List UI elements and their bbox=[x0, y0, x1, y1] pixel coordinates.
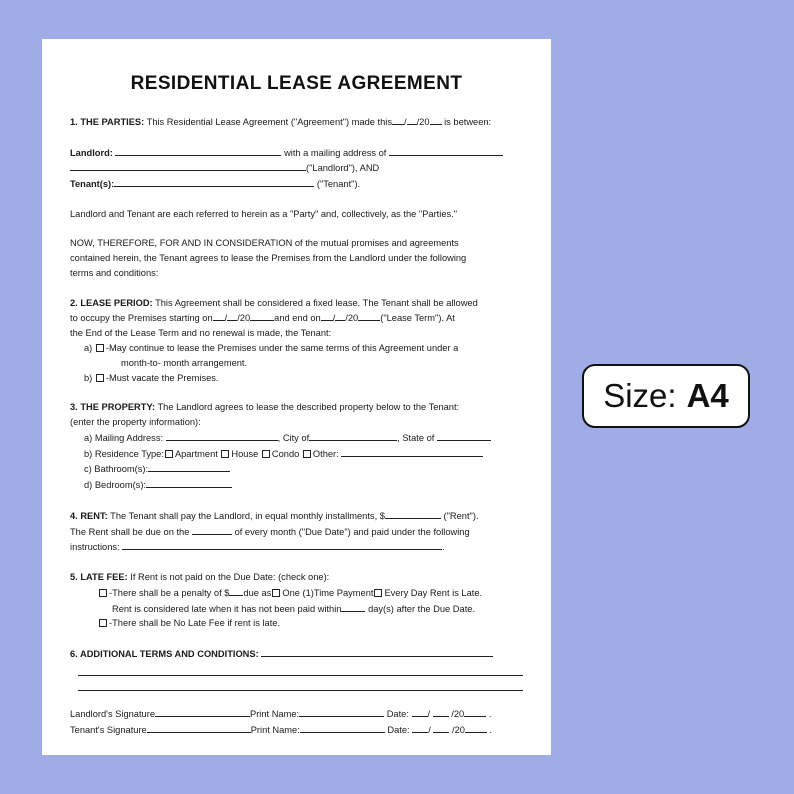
residence-type-label: b) Residence Type: bbox=[84, 448, 164, 459]
instructions-label: instructions: bbox=[70, 542, 120, 553]
parties-heading: 1. THE PARTIES: bbox=[70, 117, 145, 127]
mailing-address-blank[interactable] bbox=[166, 430, 278, 441]
rent-label: ("Rent"). bbox=[443, 510, 479, 521]
start-year-blank[interactable] bbox=[250, 310, 274, 321]
due-as-text: due as bbox=[243, 587, 272, 598]
every-day-checkbox[interactable] bbox=[374, 589, 382, 597]
landlord-signature-blank[interactable] bbox=[155, 706, 250, 717]
other-label: Other: bbox=[312, 448, 339, 459]
lease-period-text: This Agreement shall be considered a fixed lease. The Tenant shall be allowed bbox=[155, 297, 478, 308]
late-definition-text: Rent is considered late when it has not been paid within bbox=[112, 603, 342, 614]
lease-period-line-1 bbox=[70, 296, 523, 311]
landlord-address-blank-2[interactable] bbox=[70, 160, 306, 171]
end-slash: / bbox=[332, 313, 336, 324]
additional-terms-rule-1[interactable] bbox=[78, 662, 523, 677]
option-a-checkbox[interactable] bbox=[96, 344, 104, 352]
bedrooms-blank[interactable] bbox=[146, 477, 232, 488]
party-definition: Landlord and Tenant are each referred to herein as a "Party" and, collectively, as the "Parties." bbox=[70, 208, 458, 219]
rent-line-1 bbox=[70, 508, 523, 524]
lease-period-heading: 2. LEASE PERIOD: bbox=[70, 297, 153, 308]
tenant-print-name-label: Print Name: bbox=[250, 724, 300, 735]
bedrooms-label: d) Bedroom(s): bbox=[84, 480, 146, 491]
landlord-line bbox=[70, 145, 523, 161]
parties-intro-end: is between: bbox=[444, 117, 492, 127]
landlord-date-slash: / bbox=[427, 709, 431, 720]
lease-option-a bbox=[70, 341, 523, 356]
consideration-line-2: contained herein, the Tenant agrees to lease the Premises from the Landlord under the following bbox=[70, 253, 467, 264]
tenant-signature-label: Tenant's Signature bbox=[70, 724, 147, 735]
tenant-date-month[interactable] bbox=[433, 722, 449, 733]
tenant-label: Tenant(s): bbox=[70, 179, 115, 190]
landlord-address-blank[interactable] bbox=[389, 145, 503, 156]
due-day-blank[interactable] bbox=[192, 524, 232, 535]
house-checkbox[interactable] bbox=[221, 450, 229, 458]
size-badge-label: Size: bbox=[603, 377, 677, 414]
late-fee-line-1 bbox=[70, 570, 523, 585]
bathrooms-blank[interactable] bbox=[148, 461, 230, 472]
option-a-text: -May continue to lease the Premises under the same terms of this Agreement under a bbox=[105, 342, 459, 353]
landlord-date-year[interactable] bbox=[464, 706, 486, 717]
residence-type-row bbox=[70, 446, 523, 462]
one-time-checkbox[interactable] bbox=[272, 589, 280, 597]
property-text: The Landlord agrees to lease the described property below to the Tenant: bbox=[157, 402, 460, 413]
rent-due-text-2: of every month ("Due Date") and paid under the following bbox=[234, 526, 470, 537]
lease-option-a-cont: month-to- month arrangement. bbox=[121, 357, 248, 368]
tenant-line bbox=[70, 176, 523, 192]
late-fee-option-1 bbox=[70, 585, 523, 601]
late-definition-end: day(s) after the Due Date. bbox=[368, 603, 476, 614]
additional-terms-rule-2[interactable] bbox=[78, 676, 523, 691]
bathrooms-label: c) Bathroom(s): bbox=[84, 464, 149, 475]
tenant-date-day[interactable] bbox=[412, 722, 428, 733]
landlord-name-blank[interactable] bbox=[115, 145, 281, 156]
landlord-date-day[interactable] bbox=[412, 706, 428, 717]
start-day-blank[interactable] bbox=[213, 310, 225, 321]
landlord-signature-label: Landlord's Signature bbox=[70, 709, 155, 720]
end-day-blank[interactable] bbox=[321, 310, 333, 321]
end-month-blank[interactable] bbox=[332, 310, 345, 324]
tenant-date-period: . bbox=[489, 724, 493, 735]
late-fee-intro: If Rent is not paid on the Due Date: (check one): bbox=[130, 571, 330, 582]
document-title: RESIDENTIAL LEASE AGREEMENT bbox=[130, 73, 463, 94]
lease-term-label: ("Lease Term"). At bbox=[380, 313, 455, 324]
state-label: , State of bbox=[397, 432, 435, 443]
mailing-address-text: with a mailing address of bbox=[284, 147, 387, 158]
lease-document-page bbox=[42, 39, 551, 755]
year-prefix: /20 bbox=[416, 117, 430, 127]
year-blank[interactable] bbox=[430, 114, 442, 125]
house-label: House bbox=[231, 448, 259, 459]
additional-terms-line bbox=[70, 646, 523, 662]
size-badge bbox=[582, 364, 750, 428]
landlord-date-period: . bbox=[488, 709, 492, 720]
city-blank[interactable] bbox=[309, 430, 397, 441]
start-month-blank[interactable] bbox=[224, 310, 237, 324]
mailing-address-row bbox=[70, 430, 523, 446]
apartment-checkbox[interactable] bbox=[165, 450, 173, 458]
one-time-label: One (1)Time Payment bbox=[282, 587, 374, 598]
condo-checkbox[interactable] bbox=[262, 450, 270, 458]
start-slash: / bbox=[224, 313, 228, 324]
option-a-marker: a) bbox=[84, 342, 93, 353]
month-blank[interactable] bbox=[407, 114, 417, 125]
lease-period-line-3: the End of the Lease Term and no renewal is made, the Tenant: bbox=[70, 328, 332, 339]
rent-due-text: The Rent shall be due on the bbox=[70, 526, 190, 537]
parties-intro-line bbox=[70, 114, 523, 130]
bedrooms-row bbox=[70, 477, 523, 493]
lease-start-text: to occupy the Premises starting on bbox=[70, 313, 213, 324]
tenant-suffix: ("Tenant"). bbox=[316, 179, 361, 190]
property-line-2: (enter the property information): bbox=[70, 416, 201, 427]
other-blank[interactable] bbox=[341, 446, 483, 457]
option-b-checkbox[interactable] bbox=[96, 374, 104, 382]
state-blank[interactable] bbox=[437, 430, 491, 441]
landlord-date-label: Date: bbox=[386, 709, 409, 720]
tenant-signature-blank[interactable] bbox=[147, 722, 251, 733]
penalty-amount-blank[interactable] bbox=[229, 585, 243, 596]
rent-text: The Tenant shall pay the Landlord, in equal monthly installments, $ bbox=[110, 510, 385, 521]
day-blank[interactable] bbox=[392, 114, 404, 125]
additional-terms-blank[interactable] bbox=[261, 646, 493, 657]
parties-intro-text: This Residential Lease Agreement ("Agreement") made this bbox=[146, 117, 392, 127]
option-b-marker: b) bbox=[84, 372, 93, 383]
rent-line-2 bbox=[70, 524, 523, 540]
lease-option-b bbox=[70, 371, 523, 386]
landlord-date-year-prefix: /20 bbox=[451, 709, 465, 720]
landlord-print-name-blank[interactable] bbox=[299, 706, 384, 717]
option-b-text: -Must vacate the Premises. bbox=[105, 372, 219, 383]
mailing-address-label: a) Mailing Address: bbox=[84, 432, 164, 443]
tenant-print-name-blank[interactable] bbox=[300, 722, 385, 733]
tenant-date-year-prefix: /20 bbox=[452, 724, 465, 735]
instructions-period: . bbox=[442, 542, 445, 553]
consideration-line-1: NOW, THEREFORE, FOR AND IN CONSIDERATION of the mutual promises and agreements bbox=[70, 238, 459, 249]
start-year-prefix: /20 bbox=[237, 313, 251, 324]
tenant-name-blank[interactable] bbox=[114, 176, 314, 187]
landlord-address-line bbox=[70, 160, 523, 176]
no-late-fee-text: -There shall be No Late Fee if rent is late. bbox=[109, 618, 281, 629]
bathrooms-row bbox=[70, 461, 523, 477]
late-fee-heading: 5. LATE FEE: bbox=[70, 571, 128, 582]
tenant-signature-row bbox=[70, 722, 523, 738]
consideration-line-3: terms and conditions: bbox=[70, 267, 159, 278]
end-year-prefix: /20 bbox=[345, 313, 359, 324]
every-day-label: Every Day Rent is Late. bbox=[384, 587, 483, 598]
late-fee-option-2 bbox=[70, 616, 523, 631]
penalty-text: -There shall be a penalty of $ bbox=[109, 587, 230, 598]
tenant-date-label: Date: bbox=[387, 724, 410, 735]
end-year-blank[interactable] bbox=[358, 310, 380, 321]
landlord-suffix: ("Landlord"), AND bbox=[306, 163, 380, 174]
additional-terms-heading: 6. ADDITIONAL TERMS AND CONDITIONS: bbox=[70, 648, 259, 659]
tenant-date-year[interactable] bbox=[465, 722, 487, 733]
instructions-blank[interactable] bbox=[122, 539, 442, 550]
no-late-fee-checkbox[interactable] bbox=[99, 619, 107, 627]
property-line-1 bbox=[70, 400, 523, 415]
landlord-print-name-label: Print Name: bbox=[250, 709, 300, 720]
landlord-signature-row bbox=[70, 706, 523, 722]
lease-period-line-2 bbox=[70, 310, 523, 326]
rent-amount-blank[interactable] bbox=[385, 508, 441, 519]
lease-end-text: and end on bbox=[274, 313, 321, 324]
grace-days-blank[interactable] bbox=[341, 601, 365, 612]
landlord-label: Landlord: bbox=[70, 147, 113, 158]
condo-label: Condo bbox=[271, 448, 300, 459]
apartment-label: Apartment bbox=[174, 448, 218, 459]
landlord-date-month[interactable] bbox=[433, 706, 449, 717]
rent-heading: 4. RENT: bbox=[70, 510, 108, 521]
rent-line-3 bbox=[70, 539, 523, 555]
tenant-date-slash: / bbox=[428, 724, 431, 735]
other-checkbox[interactable] bbox=[303, 450, 311, 458]
date-slash: / bbox=[403, 117, 407, 127]
late-fee-option-1-cont bbox=[70, 601, 523, 617]
property-heading: 3. THE PROPERTY: bbox=[70, 402, 156, 413]
size-badge-value: A4 bbox=[686, 377, 729, 414]
penalty-checkbox[interactable] bbox=[99, 589, 107, 597]
city-label: , City of bbox=[277, 432, 310, 443]
